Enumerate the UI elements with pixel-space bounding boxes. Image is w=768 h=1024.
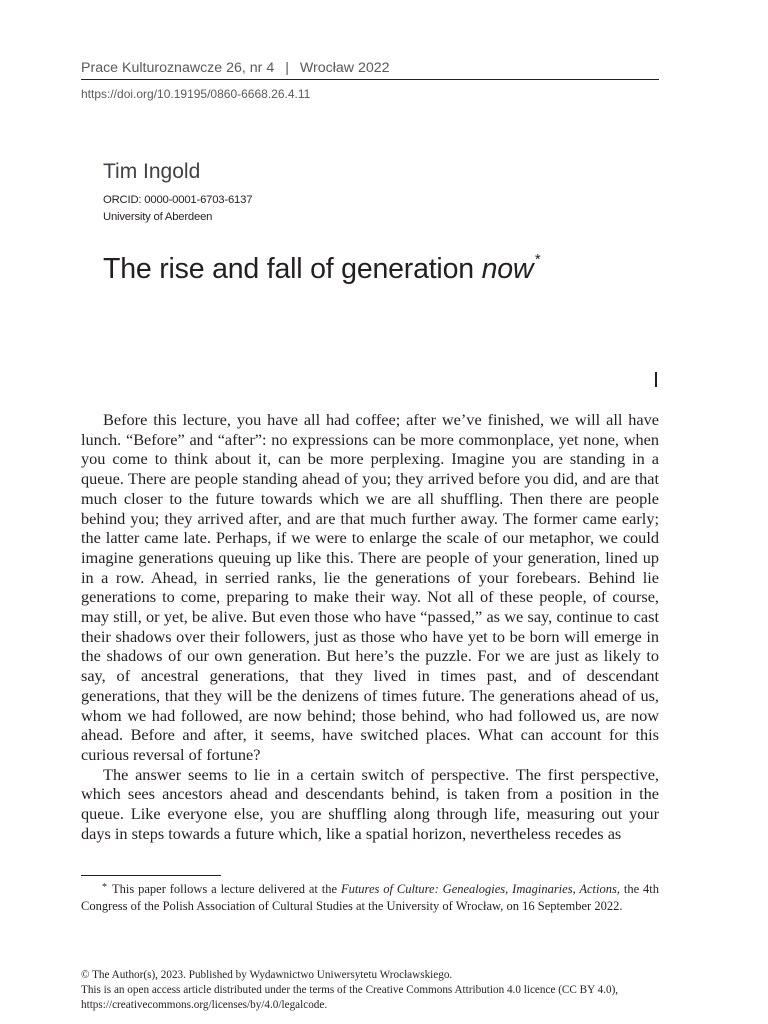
body-paragraph-1: Before this lecture, you have all had coffee; after we’ve finished, we will all have lunch. “Before” and “after”: no expressions can be more commonplace, yet none, when you come to think about it, can be more perplexing. Imagine you are standing in a queue. There are people standing ahead of you; they arrived before you did, and are that much closer to the future towards which we are all shuffling. Then there are people behind you; they arrived after, and are that much further away. The former came early; the latter came late. Perhaps, if we were to enlarge the scale of our metaphor, we could imagine generations queuing up like this. There are people of your generation, lined up in a row. Ahead, in serried ranks, lie the generations of your forebears. Behind lie generations to come, preparing to make their way. Not all of these people, of course, may still, or yet, be alive. But even those who have “passed,” as we say, continue to cast their shadows over their followers, just as those who have yet to be born will emerge in the shadows of our own generation. But here’s the puzzle. For we are just as likely to say, of ancestral generations, that they lived in times past, and of descendant generations, that they will be the denizens of times future. The generations ahead of us, whom we had followed, are now behind; those behind, who had followed us, are now ahead. Before and after, it seems, have switched places. What can account for this curious reversal of fortune?: [81, 410, 659, 764]
footnote-congress-title: Futures of Culture: Genealogies, Imaginaries, Actions: [340, 882, 617, 896]
journal-name: Prace Kulturoznawcze 26, nr 4: [81, 60, 275, 76]
doi-link[interactable]: https://doi.org/10.19195/0860-6668.26.4.11: [81, 87, 311, 101]
title-footnote-mark[interactable]: *: [534, 251, 540, 268]
text-cursor: [655, 372, 657, 387]
footnote-text-before: This paper follows a lecture delivered at the: [112, 882, 341, 896]
author-name: Tim Ingold: [103, 160, 201, 183]
body-paragraph-2: The answer seems to lie in a certain switch of perspective. The first perspective, which sees ancestors ahead and descendants behind, is taken from a position in the queue. Like everyone else, you are shuffling along through life, measuring out your days in steps towards a future which, like a spatial horizon, nevertheless recedes as: [81, 764, 659, 843]
copyright-line: © The Author(s), 2023. Published by Wydawnictwo Uniwersytetu Wrocławskiego.: [81, 969, 453, 981]
author-orcid: ORCID: 0000-0001-6703-6137: [103, 194, 253, 206]
footnote: [81, 879, 659, 915]
header-rule: [81, 79, 659, 80]
title-italic: now: [481, 253, 534, 285]
header-separator: |: [285, 60, 289, 76]
title-main: The rise and fall of generation: [103, 253, 482, 285]
article-body: [81, 410, 659, 843]
license-terms-line: This is an open access article distributed under the terms of the Creative Commons Attribution 4.0 licence (CC BY 4.0),: [81, 984, 619, 996]
footnote-mark: *: [102, 882, 107, 893]
article-title: [103, 251, 540, 286]
footnote-rule: [81, 875, 221, 876]
journal-header: [81, 60, 390, 76]
license-url[interactable]: https://creativecommons.org/licenses/by/4.0/legalcode.: [81, 999, 328, 1011]
footnote-text-after: , the 4th Congress of the Polish Association of Cultural Studies at the University of Wrocław, on 16 September 2022.: [81, 882, 660, 913]
author-affiliation: University of Aberdeen: [103, 211, 213, 223]
license-notice: [81, 968, 721, 1013]
journal-place-year: Wrocław 2022: [299, 60, 390, 76]
